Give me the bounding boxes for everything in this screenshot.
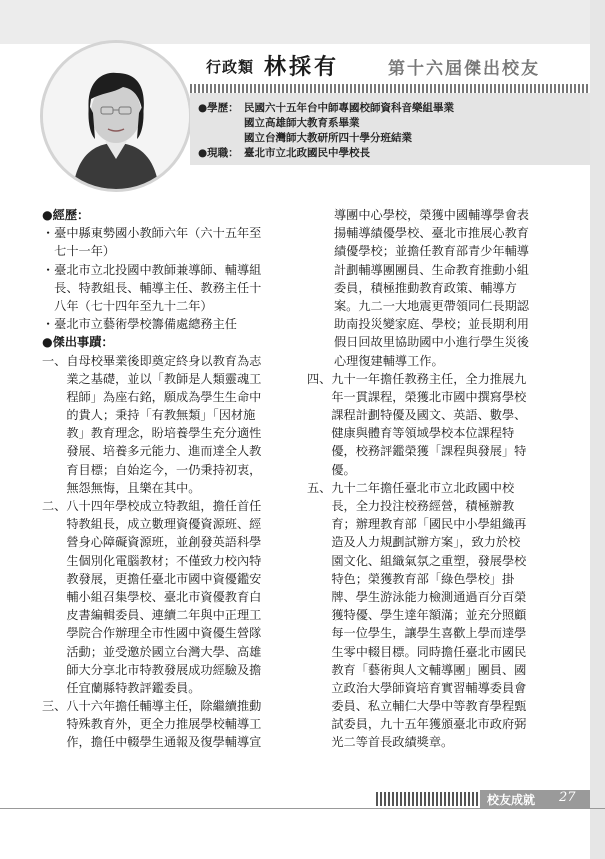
text-line: 任宜蘭縣特教評鑑委員。 (42, 680, 201, 695)
text-line: 育目標；自始迄今，一仍秉持初衷， (42, 462, 262, 477)
text-line: 揚輔導績優學校、臺北市推展心教育 (334, 226, 529, 241)
text-line: 光二等首長政績獎章。 (307, 735, 454, 750)
text-line: 特殊教育外，更全力推展學校輔導工 (42, 717, 262, 732)
text-line: 作，擔任中輟學生通報及復學輔導宣 (42, 735, 262, 750)
text-line: 優，校務評鑑榮獲「課程與發展」特 (307, 444, 527, 459)
text-line: 發展、培養多元能力、進而達全人教 (42, 444, 262, 459)
text-line: 三、八十六年擔任輔導主任，除繼續推動 (42, 699, 262, 714)
text-line: 委員，積極推動教育政策、輔導方 (334, 280, 517, 295)
text-line: 長，全力投注校務經營，積極辦教 (307, 499, 515, 513)
text-line: 無怨無悔，且樂在其中。 (42, 480, 201, 495)
text-line: 牌、學生游泳能力檢測通過百分百榮 (307, 589, 527, 604)
text-line: 教育「藝術與人文輔導團」團員、國 (307, 662, 527, 677)
text-line: 獲特優、學生達年額滿；並充分照顧 (307, 608, 527, 623)
current-position: 臺北市立北政國民中學校長 (244, 147, 370, 159)
text-line: 四、九十一年擔任教務主任，全力推展九 (307, 371, 527, 386)
text-line: 教發展，更擔任臺北市國中資優鑑安 (42, 571, 262, 586)
text-line: 造及人力規劃試辦方案」，致力於校 (307, 535, 521, 550)
education-item: 民國六十五年台中師專國校師資科音樂組畢業 (244, 102, 454, 114)
text-line: 委員、私立輔仁大學中等教育學程甄 (307, 699, 527, 714)
education-item: 國立台灣師大教研所四十學分班結業 (244, 132, 412, 144)
text-line: 輔小組召集學校、臺北市資優教育白 (42, 589, 262, 604)
text-line: ・臺北市立北投國中教師兼導師、輔導組 (42, 262, 262, 277)
text-line: 生零中輟目標。同時擔任臺北市國民 (307, 644, 527, 659)
text-line: 優。 (307, 462, 356, 477)
right-margin-band (590, 0, 605, 859)
text-line: 八年（七十四年至九十二年） (42, 298, 213, 313)
top-band (0, 0, 605, 44)
right-text-column (307, 206, 529, 752)
text-line: ●傑出事蹟： (42, 335, 114, 350)
text-line: 試委員，九十五年獲頒臺北市政府弼 (307, 717, 527, 732)
education-item: 國立高雄師大教育系畢業 (244, 117, 360, 129)
text-line: 長、特教組長、輔導主任、教務主任十 (42, 280, 262, 295)
portrait-photo (40, 40, 192, 192)
text-line: 特色；榮獲教育部「綠色學校」掛 (307, 571, 515, 586)
text-line: ●經歷： (42, 208, 90, 222)
header-divider (190, 84, 590, 93)
text-line: 的貴人；秉持「有教無類」「因材施 (42, 408, 256, 423)
text-line: 助南投災變家庭、學校；並長期利用 (334, 317, 529, 332)
text-line: 育；辦理教育部「國民中小學組織再 (307, 517, 527, 532)
text-line: 皮書編輯委員、連續二年與中正理工 (42, 608, 262, 623)
text-line: 教」教育理念，盼培養學生充分適性 (42, 426, 262, 441)
text-line: 七十一年） (42, 244, 116, 259)
text-line: 年一貫課程，榮獲北市國中撰寫學校 (307, 389, 527, 404)
text-line: 活動；並受邀於國立台灣大學、高雄 (42, 644, 262, 659)
text-line: 業之基礎，並以「教師是人類靈魂工 (42, 371, 262, 386)
text-line: 每一位學生，讓學生喜歡上學而達學 (307, 626, 527, 641)
text-line: 一、自母校畢業後即奠定終身以教育為志 (42, 353, 262, 368)
text-line: 生個別化電腦教材；不僅致力校內特 (42, 553, 262, 568)
text-line: 課程計劃特優及國文、英語、數學、 (307, 408, 527, 423)
text-line: 健康與體育等領域學校本位課程特 (307, 426, 515, 441)
text-line: ・臺北市立藝術學校籌備處總務主任 (42, 317, 237, 332)
footer-stripes (376, 792, 480, 806)
text-line: 心理復建輔導工作。 (334, 353, 444, 368)
text-line: 程師」為座右銘，願成為學生生命中 (42, 389, 262, 404)
page-number: 27 (559, 790, 576, 805)
current-position-label: ●現職： (198, 147, 239, 159)
text-line: 案。九二一大地震更帶領同仁長期認 (334, 298, 529, 313)
text-line: 學院合作辦理全市性國中資優生營隊 (42, 626, 262, 641)
text-line: 五、九十二年擔任臺北市立北政國中校 (307, 480, 515, 495)
text-line: 二、八十四年學校成立特教組，擔任首任 (42, 499, 262, 513)
text-line: 假日回故里協助國中小進行學生災後 (334, 335, 529, 350)
text-line: 特教組長，成立數理資優資源班、經 (42, 517, 262, 532)
text-line: 計劃輔導團團員、生命教育推動小組 (334, 262, 529, 277)
footer-divider (0, 808, 605, 809)
text-line: 導團中心學校，榮獲中國輔導學會表 (334, 208, 529, 222)
profile-info-box (190, 93, 590, 165)
award-title: 第十六屆傑出校友 (388, 59, 540, 79)
left-text-column (42, 206, 261, 752)
text-line: 營身心障礙資源班，並創發英語科學 (42, 535, 262, 550)
text-line: 師大分享北市特教發展成功經驗及擔 (42, 662, 262, 677)
alumnus-name: 林採有 (264, 55, 340, 80)
education-label: ●學歷： (198, 102, 239, 114)
text-line: 園文化、組織氣氛之重塑，發展學校 (307, 553, 527, 568)
text-line: 績優學校；並擔任教育部青少年輔導 (334, 244, 529, 259)
section-label: 校友成就 (487, 793, 536, 807)
category-label: 行政類 (206, 58, 255, 76)
text-line: 立政治大學師資培育實習輔導委員會 (307, 680, 527, 695)
text-line: ・臺中縣東勢國小教師六年（六十五年至 (42, 226, 262, 241)
